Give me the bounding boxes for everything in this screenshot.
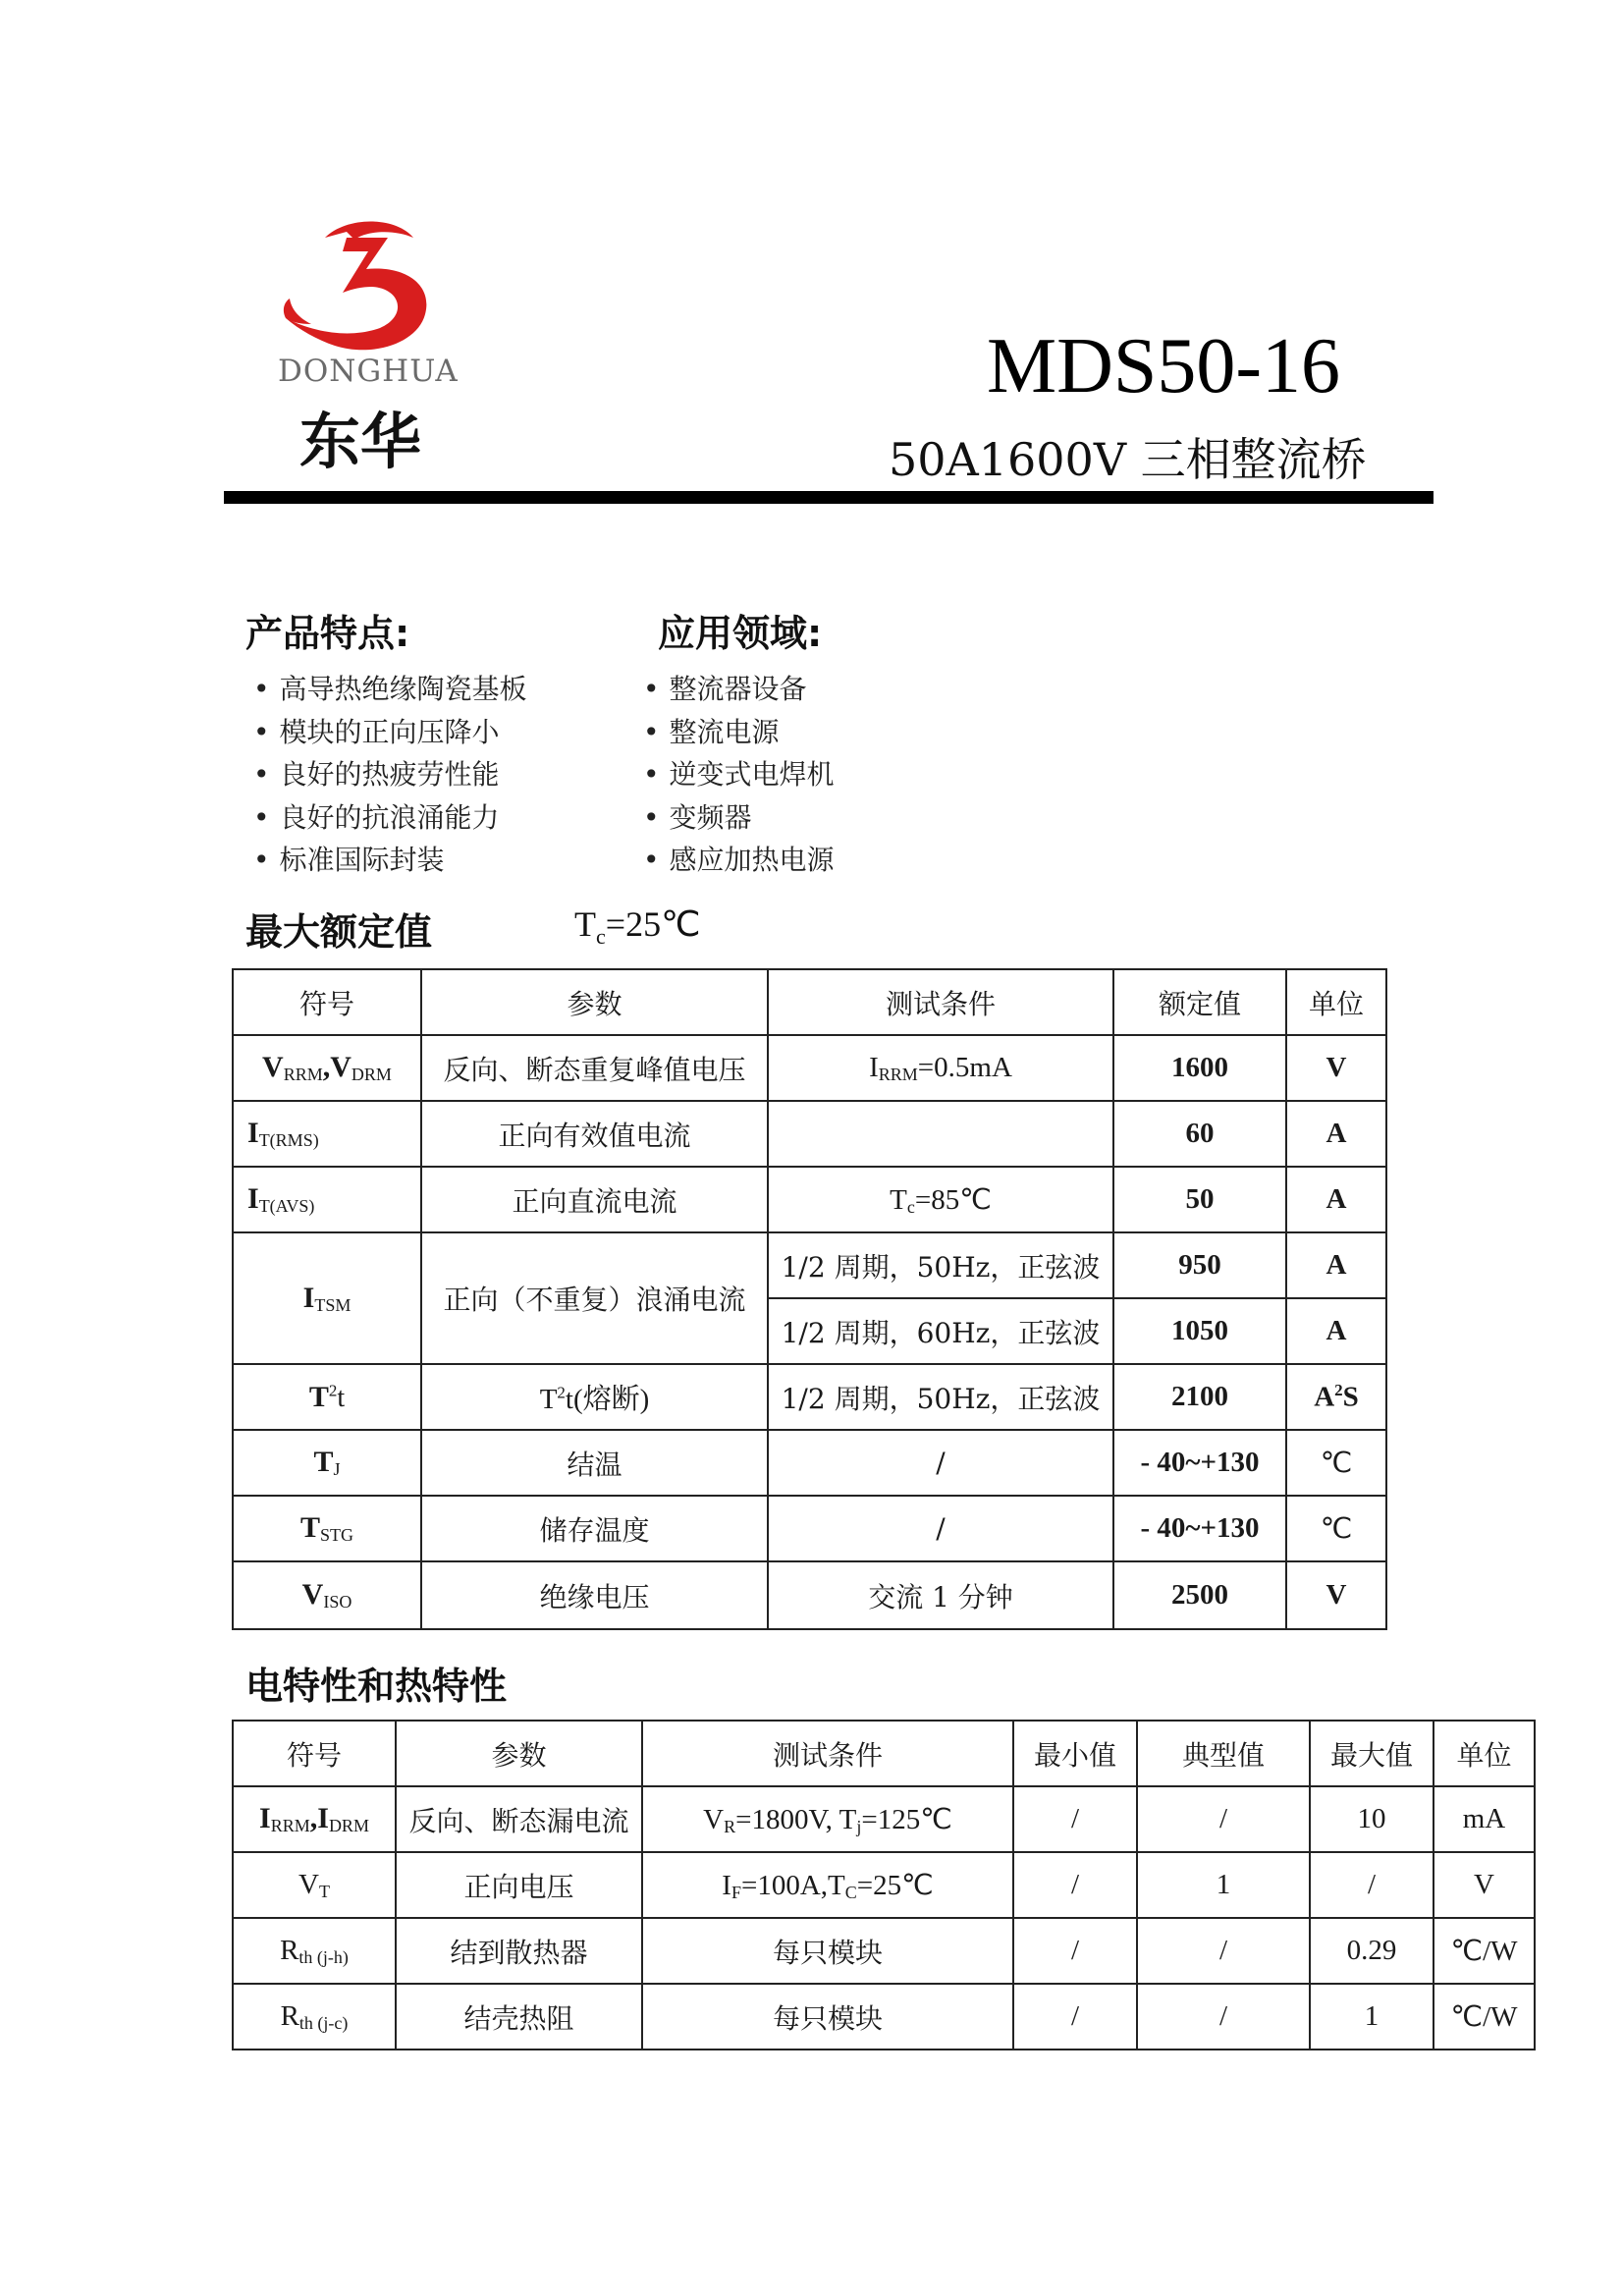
unit-cell: ℃/W [1434, 1984, 1535, 2050]
header-cell: 典型值 [1137, 1721, 1310, 1786]
symbol-cell: $T_{STG}$ [233, 1496, 421, 1561]
list-item: • 良好的热疲劳性能 [253, 753, 527, 796]
value-cell: 2100 [1113, 1364, 1286, 1430]
features-list [253, 668, 527, 882]
condition-cell: 1/2 周期，60Hz，正弦波 [768, 1298, 1113, 1364]
condition-cell: $I_F=100A,T_C=25℃$ [642, 1852, 1013, 1918]
value-cell: 950 [1113, 1232, 1286, 1298]
header-cell: 单位 [1286, 969, 1386, 1035]
param-cell: 储存温度 [421, 1496, 768, 1561]
ratings-table [232, 968, 1387, 1630]
value-cell: 1050 [1113, 1298, 1286, 1364]
value-cell: - 40~+130 [1113, 1496, 1286, 1561]
unit-cell: V [1286, 1561, 1386, 1629]
list-item: • 整流电源 [643, 711, 835, 754]
condition-cell: / [768, 1496, 1113, 1561]
symbol-cell: $T^2t$ [233, 1364, 421, 1430]
condition-cell: / [768, 1430, 1113, 1496]
unit-cell: ℃ [1286, 1430, 1386, 1496]
electrical-title: 电特性和热特性 [245, 1665, 508, 1708]
unit-cell: ℃/W [1434, 1918, 1535, 1984]
condition-cell: $V_R=1800V$, $T_j=125℃$ [642, 1786, 1013, 1852]
donghua-logo-icon [278, 208, 464, 355]
condition-cell: 1/2 周期，50Hz，正弦波 [768, 1364, 1113, 1430]
header-cell: 参数 [396, 1721, 642, 1786]
table-row [233, 1496, 1386, 1561]
typ-cell: / [1137, 1786, 1310, 1852]
brand-name-cn: 东华 [299, 406, 422, 477]
condition-cell: 每只模块 [642, 1984, 1013, 2050]
unit-cell: mA [1434, 1786, 1535, 1852]
value-cell: - 40~+130 [1113, 1430, 1286, 1496]
value-cell: 1600 [1113, 1035, 1286, 1101]
condition-cell: 1/2 周期，50Hz，正弦波 [768, 1232, 1113, 1298]
unit-cell: A [1286, 1101, 1386, 1167]
table-row [233, 1167, 1386, 1232]
symbol-cell: $T_J$ [233, 1430, 421, 1496]
condition-cell: 交流 1 分钟 [768, 1561, 1113, 1629]
symbol-cell: $I_{RRM},I_{DRM}$ [233, 1786, 396, 1852]
table-row [233, 1786, 1535, 1852]
header-cell: 额定值 [1113, 969, 1286, 1035]
symbol-cell: $I_{TSM}$ [233, 1232, 421, 1364]
symbol-cell: $R_{th (j-h)}$ [233, 1918, 396, 1984]
value-cell: 50 [1113, 1167, 1286, 1232]
header-cell: 符号 [233, 1721, 396, 1786]
header-cell: 参数 [421, 969, 768, 1035]
table-row [233, 1035, 1386, 1101]
table-header-row [233, 969, 1386, 1035]
table-row [233, 1918, 1535, 1984]
table-header-row [233, 1721, 1535, 1786]
ratings-title: 最大额定值 [245, 910, 433, 954]
header-cell: 测试条件 [642, 1721, 1013, 1786]
param-cell: 反向、断态重复峰值电压 [421, 1035, 768, 1101]
param-cell: 正向直流电流 [421, 1167, 768, 1232]
typ-cell: / [1137, 1918, 1310, 1984]
unit-cell: A [1286, 1167, 1386, 1232]
param-cell: 结温 [421, 1430, 768, 1496]
typ-cell: 1 [1137, 1852, 1310, 1918]
symbol-cell: $I_{T(AVS)}$ [233, 1167, 421, 1232]
min-cell: / [1013, 1984, 1137, 2050]
brand-name-en: DONGHUA [278, 354, 459, 389]
unit-cell: ℃ [1286, 1496, 1386, 1561]
list-item: • 整流器设备 [643, 668, 835, 711]
param-cell: 反向、断态漏电流 [396, 1786, 642, 1852]
min-cell: / [1013, 1918, 1137, 1984]
header-cell: 最大值 [1310, 1721, 1434, 1786]
min-cell: / [1013, 1786, 1137, 1852]
model-number: MDS50-16 [987, 323, 1341, 410]
header-cell: 单位 [1434, 1721, 1535, 1786]
unit-cell: A [1286, 1298, 1386, 1364]
table-row [233, 1364, 1386, 1430]
param-cell: 正向有效值电流 [421, 1101, 768, 1167]
max-cell: 10 [1310, 1786, 1434, 1852]
list-item: • 逆变式电焊机 [643, 753, 835, 796]
condition-cell: $I_{RRM}=0.5mA$ [768, 1035, 1113, 1101]
symbol-cell: $I_{T(RMS)}$ [233, 1101, 421, 1167]
param-cell: 绝缘电压 [421, 1561, 768, 1629]
value-cell: 60 [1113, 1101, 1286, 1167]
ratings-condition: $T_c=25℃$ [574, 904, 701, 950]
unit-cell: V [1434, 1852, 1535, 1918]
param-cell: 结壳热阻 [396, 1984, 642, 2050]
unit-cell: A [1286, 1232, 1386, 1298]
unit-cell: $A^2S$ [1286, 1364, 1386, 1430]
applications-title: 应用领域: [658, 612, 823, 655]
features-title: 产品特点: [245, 612, 410, 655]
typ-cell: / [1137, 1984, 1310, 2050]
param-cell: $T^2t$(熔断) [421, 1364, 768, 1430]
symbol-cell: $V_T$ [233, 1852, 396, 1918]
max-cell: / [1310, 1852, 1434, 1918]
param-cell: 结到散热器 [396, 1918, 642, 1984]
table-row [233, 1561, 1386, 1629]
list-item: • 感应加热电源 [643, 839, 835, 882]
table-row [233, 1984, 1535, 2050]
value-cell: 2500 [1113, 1561, 1286, 1629]
max-cell: 0.29 [1310, 1918, 1434, 1984]
list-item: • 标准国际封装 [253, 839, 527, 882]
list-item: • 高导热绝缘陶瓷基板 [253, 668, 527, 711]
electrical-table [232, 1720, 1536, 2050]
symbol-cell: $V_{ISO}$ [233, 1561, 421, 1629]
list-item: • 模块的正向压降小 [253, 711, 527, 754]
min-cell: / [1013, 1852, 1137, 1918]
product-subtitle: 50A1600V 三相整流桥 [889, 433, 1367, 486]
list-item: • 良好的抗浪涌能力 [253, 796, 527, 840]
table-row [233, 1232, 1386, 1298]
symbol-cell: $R_{th (j-c)}$ [233, 1984, 396, 2050]
condition-cell: $T_c=85℃$ [768, 1167, 1113, 1232]
param-cell: 正向电压 [396, 1852, 642, 1918]
condition-cell: 每只模块 [642, 1918, 1013, 1984]
table-row [233, 1852, 1535, 1918]
unit-cell: V [1286, 1035, 1386, 1101]
header-divider [224, 491, 1434, 504]
max-cell: 1 [1310, 1984, 1434, 2050]
table-row [233, 1430, 1386, 1496]
header-cell: 符号 [233, 969, 421, 1035]
condition-cell [768, 1101, 1113, 1167]
symbol-cell: $V_{RRM},V_{DRM}$ [233, 1035, 421, 1101]
header-cell: 最小值 [1013, 1721, 1137, 1786]
header-cell: 测试条件 [768, 969, 1113, 1035]
table-row [233, 1101, 1386, 1167]
applications-list [643, 668, 835, 882]
param-cell: 正向（不重复）浪涌电流 [421, 1232, 768, 1364]
list-item: • 变频器 [643, 796, 835, 840]
